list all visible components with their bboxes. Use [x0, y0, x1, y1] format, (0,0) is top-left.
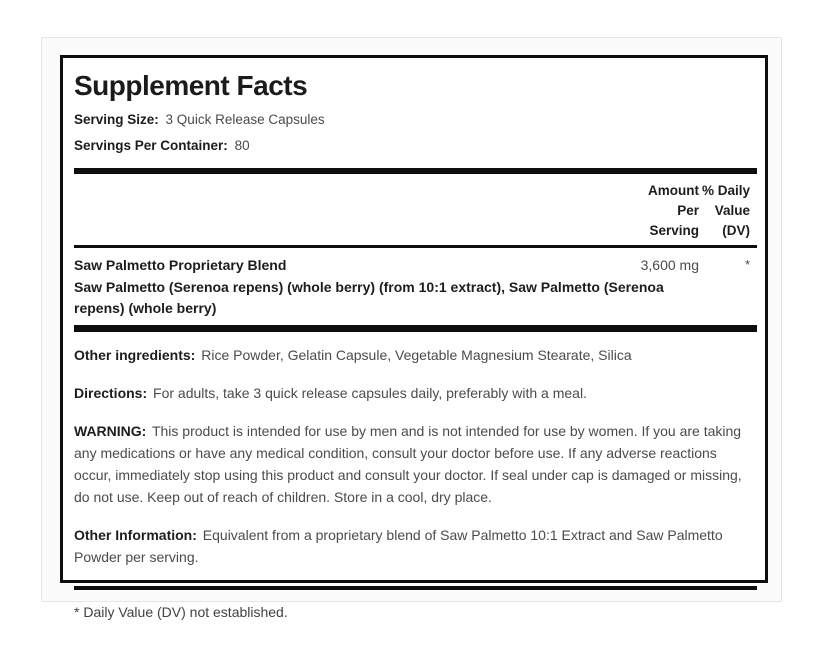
warning-section	[74, 420, 757, 508]
panel-title: Supplement Facts	[74, 70, 308, 101]
divider-footnote	[74, 586, 757, 590]
table-row	[74, 256, 757, 274]
serving-size-label: Serving Size:	[74, 112, 159, 127]
ingredient-dv: *	[744, 257, 750, 272]
servings-per-container-label: Servings Per Container:	[74, 138, 228, 153]
amount-per-serving-header: Amount Per Serving	[648, 183, 699, 238]
other-information-section	[74, 524, 757, 568]
other-ingredients-label: Other ingredients:	[74, 347, 196, 363]
other-information-text: Equivalent from a proprietary blend of Saw Palmetto 10:1 Extract and Saw Palmetto Powder per serving.	[74, 527, 723, 565]
divider-thick-top	[74, 168, 757, 174]
daily-value-header: % Daily Value (DV)	[701, 183, 750, 238]
servings-per-container-value: 80	[234, 138, 250, 153]
other-ingredients-text: Rice Powder, Gelatin Capsule, Vegetable Magnesium Stearate, Silica	[201, 347, 632, 363]
divider-header-bottom	[74, 245, 757, 248]
other-ingredients-section	[74, 344, 757, 366]
ingredient-description: Saw Palmetto (Serenoa repens) (whole berry) (from 10:1 extract), Saw Palmetto (Serenoa repens) (whole berry)	[74, 279, 664, 316]
warning-text: This product is intended for use by men and is not intended for use by women. If you are taking any medications or have any medical condition, consult your doctor before use. If any adverse reactions occur, immediately stop using this product and consult your doctor. If seal under cap is damaged or missing, do not use. Keep out of reach of children. Store in a cool, dry place.	[74, 423, 742, 505]
other-information-label: Other Information:	[74, 527, 197, 543]
serving-size-value: 3 Quick Release Capsules	[165, 112, 325, 127]
serving-size-row	[74, 112, 757, 128]
ingredient-name: Saw Palmetto Proprietary Blend	[74, 257, 287, 273]
table-header-row	[74, 181, 757, 241]
ingredient-amount: 3,600 mg	[640, 257, 699, 273]
directions-label: Directions:	[74, 385, 148, 401]
product-info-card	[41, 37, 782, 620]
warning-label: WARNING:	[74, 423, 147, 439]
servings-per-container-row	[74, 138, 757, 154]
directions-section	[74, 382, 757, 404]
daily-value-footnote: * Daily Value (DV) not established.	[74, 604, 288, 620]
supplement-facts-panel	[60, 55, 768, 620]
divider-thick-middle	[74, 325, 757, 332]
directions-text: For adults, take 3 quick release capsules daily, preferably with a meal.	[153, 385, 587, 401]
